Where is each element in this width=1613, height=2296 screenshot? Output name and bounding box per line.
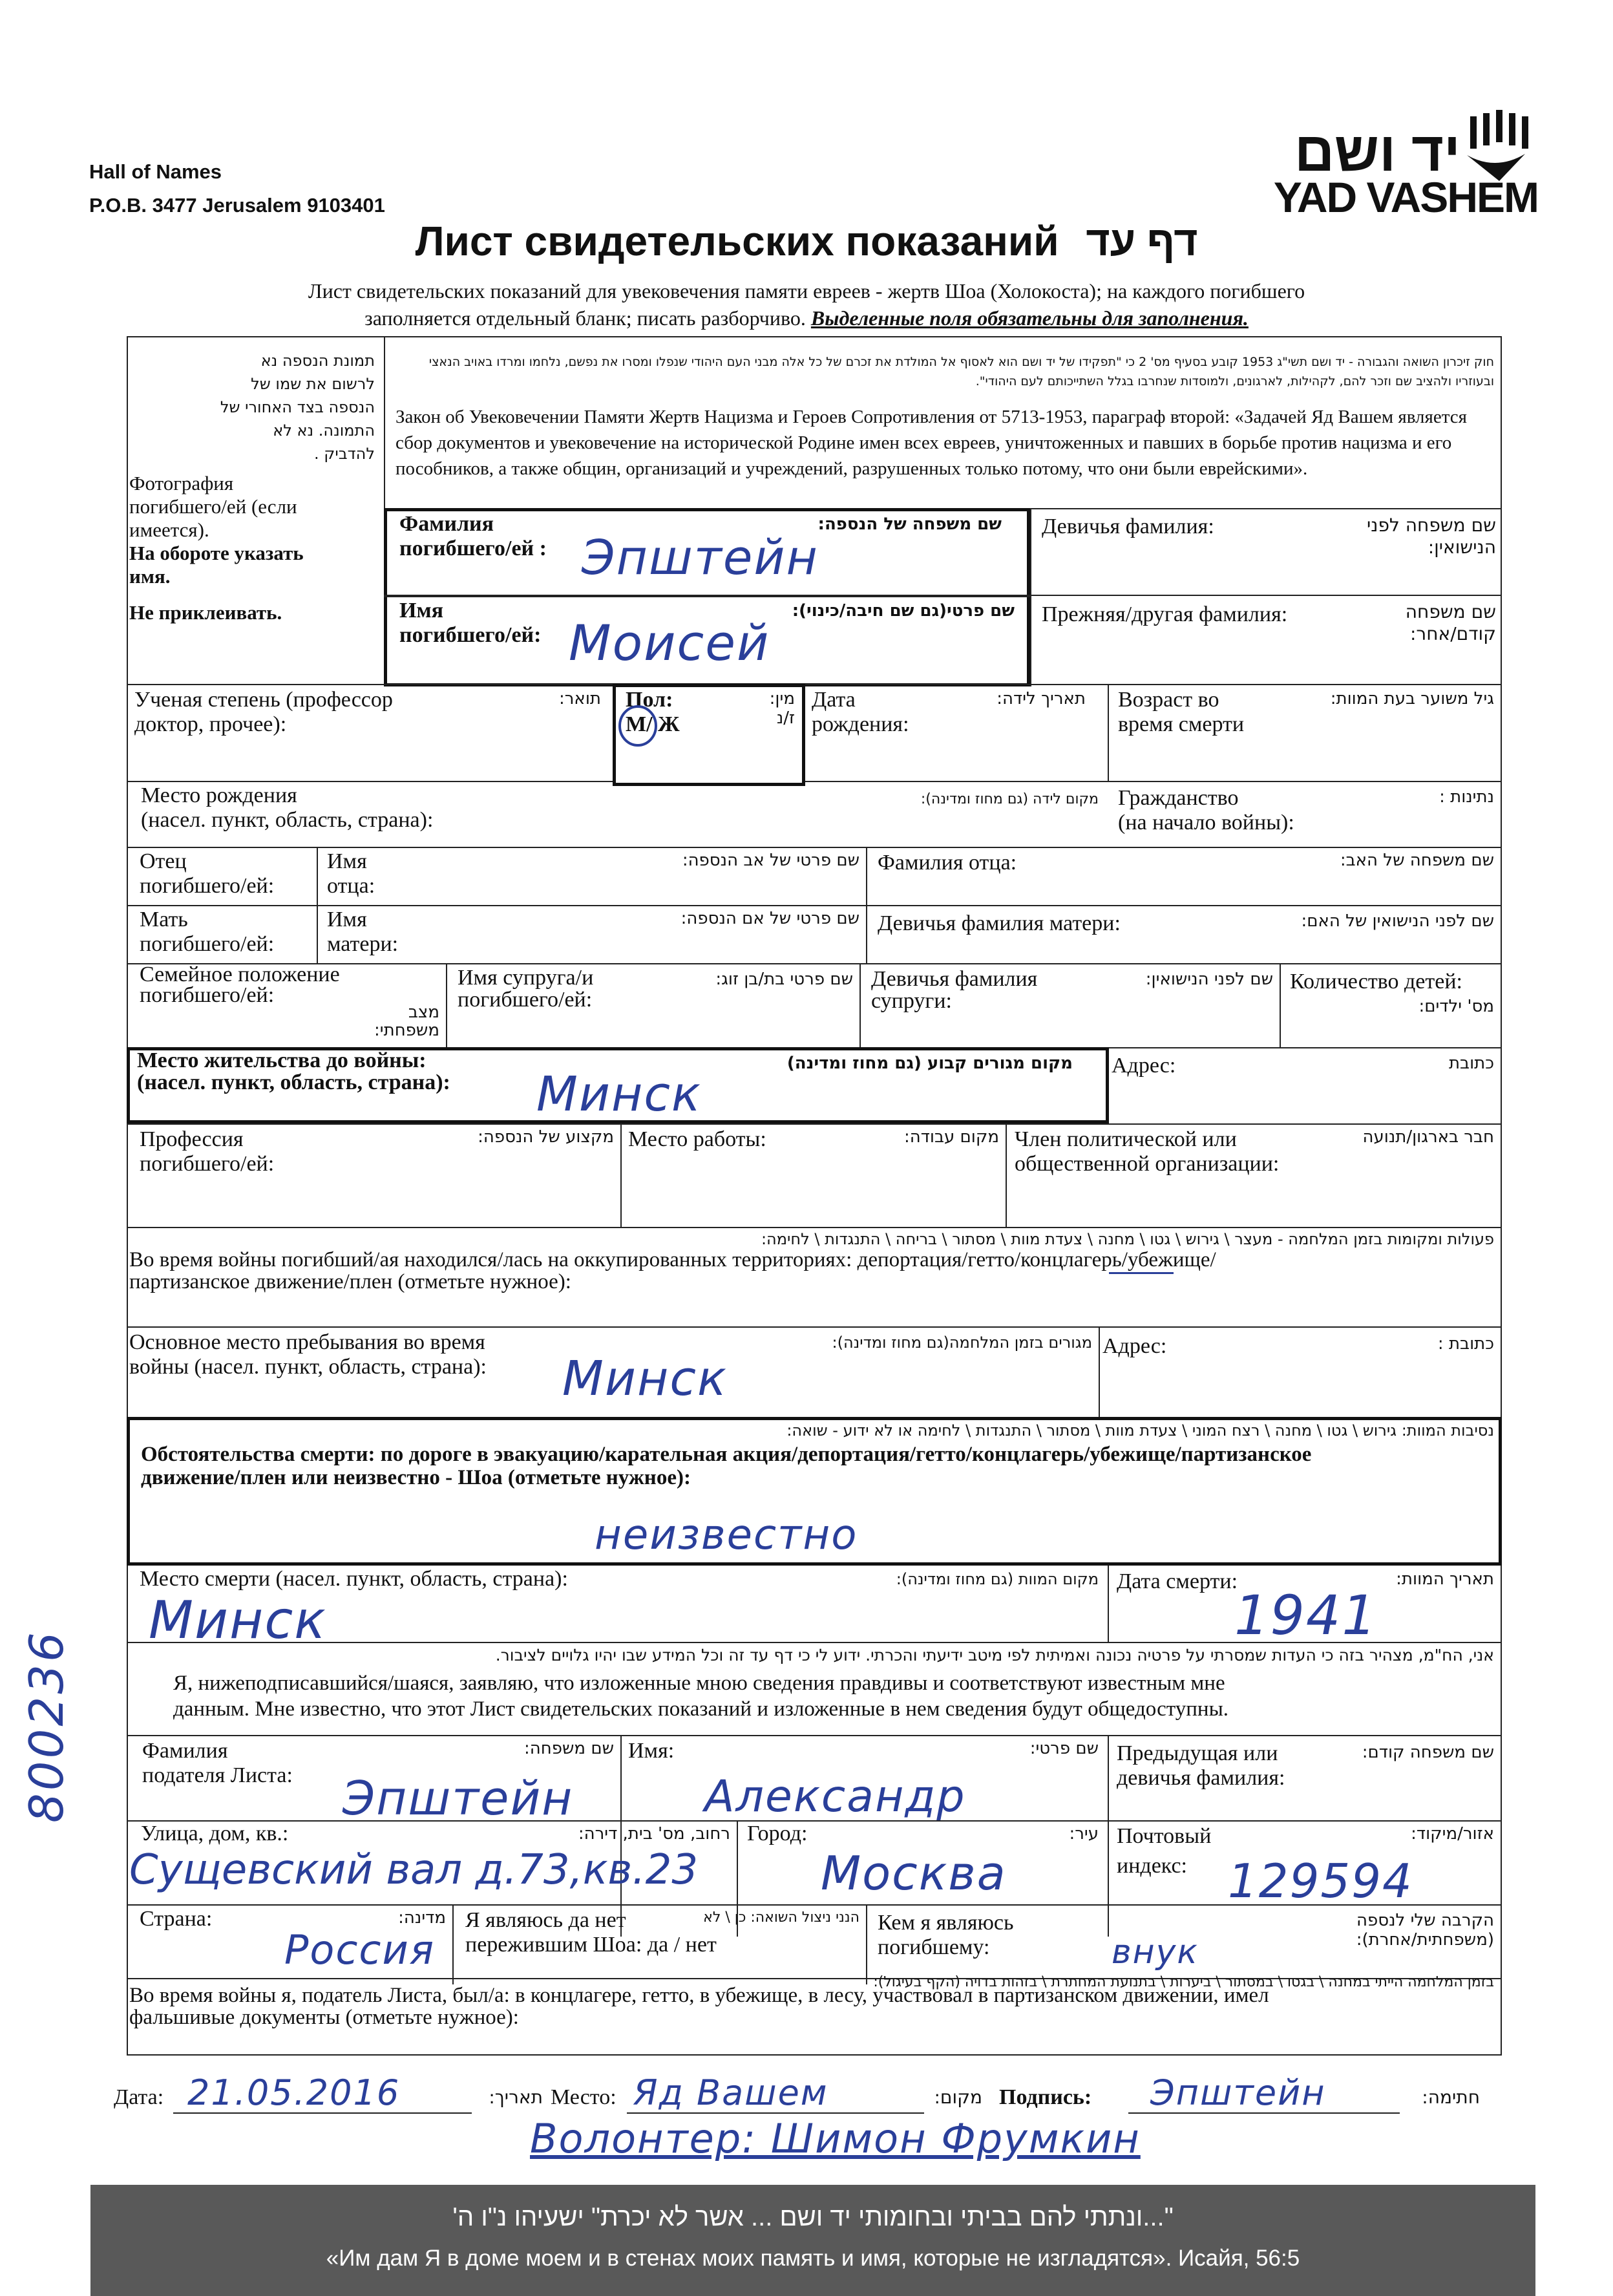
profession-label-hebrew: מקצוע של הנספה: [478, 1127, 614, 1147]
signature-label-hebrew: חתימה: [1422, 2087, 1480, 2108]
subtitle-line-2 [0, 306, 1613, 330]
zip-label: Почтовый индекс: [1117, 1824, 1212, 1878]
degree-label-hebrew: תואר: [559, 689, 601, 708]
maiden-name-label-hebrew: שם משפחה לפני הנישואין: [1366, 515, 1496, 558]
subtitle-line-1: Лист свидетельских показаний для увековечения памяти евреев - жертв Шоа (Холокоста); на каждого погибшего [308, 279, 1305, 303]
declaration-hebrew: אני, הח"מ, מצהיר בזה כי העדות שמסרתי על פרטיה נכונה ואמיתית לפי מיטב ידיעתי והכרתי. ידוע לי כי דף עד זה וכל המידע שבו יהיו גלויים לציבור. [495, 1646, 1494, 1664]
subtitle-emphasis: Выделенные поля обязательны для заполнения. [810, 306, 1249, 330]
death-circ-label: Обстоятельства смерти: по дороге в эвакуацию/карательная акция/депортация/гетто/концлагерь/убежище/партизанское движение/плен или неизвестно - Шоа (отметьте нужное): [141, 1443, 1312, 1489]
death-place-label-hebrew: מקום המוות (גם מחוז ומדינה): [896, 1570, 1099, 1588]
father-surname-label: Фамилия отца: [878, 851, 1017, 875]
children-count-label: Количество детей: [1290, 970, 1462, 994]
father-name-label: Имя отца: [327, 849, 375, 898]
sign-place-value[interactable]: Яд Вашем [633, 2072, 828, 2113]
photo-instructions-hebrew: תמונת הנספה נא לרשום את שמו של הנספה בצד האחורי של התמונה. נא לא להדביק . [220, 352, 375, 463]
wartime-place-value[interactable]: Минск [562, 1351, 728, 1407]
po-box-address: P.O.B. 3477 Jerusalem 9103401 [89, 194, 385, 217]
city-label: Город: [747, 1822, 808, 1845]
family-status-label-hebrew: מצב משפחתי: [374, 1003, 439, 1040]
spouse-maiden-label: Девичья фамилия супруги: [871, 967, 1038, 1013]
footer-hebrew: "...ונתתי להם בביתי ובחומותי יד ושם ... אשר לא יכרת" ישעיהו נ"ו ה' [452, 2203, 1174, 2231]
footer-russian: «Им дам Я в доме моем и в стенах моих память и имя, которые не изгладятся». Исайя, 56:5 [326, 2246, 1300, 2271]
birth-place-label-hebrew: מקום לידה (גם מחוז ומדינה): [920, 791, 1099, 807]
surname-label-hebrew: שם משפחה של הנספה: [817, 515, 1002, 534]
title-russian: Лист свидетельских показаний [415, 218, 1059, 264]
wartime-place-label: Основное место пребывания во время войны (насел. пункт, область, страна): [129, 1330, 487, 1379]
signature-label: Подпись: [999, 2085, 1092, 2109]
sign-place-label: Место: [551, 2085, 617, 2109]
residence-value[interactable]: Минск [536, 1067, 702, 1122]
signature-value[interactable]: Эпштейн [1150, 2072, 1326, 2113]
death-place-label: Место смерти (насел. пункт, область, страна): [140, 1567, 568, 1591]
first-name-value[interactable]: Моисей [569, 614, 770, 672]
country-value[interactable]: Россия [284, 1926, 436, 1973]
law-hebrew: חוק זיכרון השואה והגבורה - יד ושם תשי"ג 1953 קובע בסעיף מס' 2 כי "תפקידו של יד ושם הוא לאסוף אל המולדת את זכרם של כל אלה מבני העם היהודי שנפלו ומסרו את נפשם, נלחמו ומרדו באויב הנאצי ובעוזריו ולהציב שם וזכר להם, לקהילות, לארגונים, ולמוסדות שנחרבו בגלל השתייכותם לעם היהודי". [428, 355, 1494, 388]
prev-surname-label-hebrew: שם משפחה קודם/אחר: [1405, 601, 1496, 644]
zip-value[interactable]: 129594 [1228, 1854, 1413, 1908]
father-name-label-hebrew: שם פרטי של אב הנספה: [682, 851, 859, 870]
citizenship-label: Гражданство (на начало войны): [1118, 786, 1294, 834]
sex-label: Пол: М/ Ж [626, 688, 680, 736]
submitter-surname-value[interactable]: Эпштейн [343, 1771, 574, 1825]
organization-label: Член политической или общественной организации: [1015, 1127, 1280, 1176]
submitter-prev-surname-label: Предыдущая или девичья фамилия: [1117, 1741, 1285, 1790]
sign-date-label: Дата: [114, 2085, 164, 2109]
city-value[interactable]: Москва [821, 1846, 1007, 1900]
yad-vashem-logo [1267, 110, 1538, 226]
submitter-surname-label-hebrew: שם משפחה: [524, 1739, 614, 1758]
law-russian: Закон об Увековечении Памяти Жертв Нацизма и Героев Сопротивления от 5713-1953, параграф второй: «Задачей Яд Вашем является сбор документов и увековечение на исторической Родине имен всех евреев, уничтоженных и павших в борьбе против нацизма и его пособников, а также общин, организаций и учреждений, разрушенных только потому, что они были еврейскими». [395, 407, 1467, 479]
title-hebrew: דף עד [1086, 218, 1198, 264]
zip-label-hebrew: אזור/מיקוד: [1411, 1824, 1494, 1844]
photo-instructions: Фотография погибшего/ей (если имеется). На обороте указать имя. Не приклеивать. [129, 472, 304, 624]
relation-value[interactable]: внук [1112, 1933, 1199, 1972]
sign-date-label-hebrew: תאריך: [489, 2087, 543, 2108]
first-name-label-hebrew: שם פרטי(גם שם חיבה/כינוי): [792, 601, 1015, 621]
relation-label-hebrew: הקרבה שלי לנספה (משפחתית/אחרת): [1356, 1911, 1494, 1950]
volunteer-note: Волонтер: Шимон Фрумкин [530, 2115, 1141, 2162]
sex-selection-circle[interactable] [615, 703, 660, 749]
sex-label-hebrew: מין: ז/נ [769, 689, 795, 728]
submitter-name-value[interactable]: Александр [704, 1771, 966, 1822]
mother-label: Мать погибшего/ей: [140, 908, 275, 956]
degree-label: Ученая степень (профессор доктор, прочее): [134, 688, 393, 736]
spouse-name-label: Имя супруга/и погибшего/ей: [458, 966, 594, 1012]
survivor-label: Я являюсь да нет пережившим Шоа: да / нет [465, 1908, 717, 1957]
workplace-label-hebrew: מקום עבודה: [903, 1127, 999, 1147]
submitter-war-label: Во время войны я, податель Листа, был/а: в концлагере, гетто, в убежище, в лесу, участвовал в партизанском движении, имел фальшивые документы (отметьте нужное): [129, 1984, 1269, 2029]
spouse-maiden-label-hebrew: שם לפני הנישואין: [1145, 970, 1273, 989]
submitter-name-label: Имя: [628, 1739, 675, 1763]
first-name-label: Имя погибшего/ей: [399, 599, 542, 647]
profession-label: Профессия погибшего/ей: [140, 1127, 275, 1176]
mother-name-label-hebrew: שם פרטי של אם הנספה: [680, 909, 859, 928]
mother-name-label: Имя матери: [327, 908, 399, 956]
war-activity-label: Во время войны погибший/ая находился/лась на оккупированных территориях: депортация/гетто/концлагерь/убежище/ партизанское движение/плен (отметьте нужное): [129, 1248, 1216, 1293]
survivor-label-hebrew: הנני ניצול השואה: כן \ לא [703, 1909, 859, 1926]
country-label-hebrew: מדינה: [398, 1908, 446, 1928]
residence-label-hebrew: מקום מגורים קבוע (גם מחוז ומדינה) [786, 1054, 1073, 1073]
organization-label-hebrew: חבר בארגון/תנועה [1362, 1127, 1494, 1147]
relation-label: Кем я являюсь погибшему: [878, 1911, 1014, 1959]
footer-bar [90, 2185, 1535, 2296]
submitter-prev-surname-label-hebrew: שם משפחה קודם: [1362, 1743, 1494, 1762]
street-label-hebrew: רחוב, מס' בית, דירה: [578, 1824, 730, 1844]
surname-value[interactable]: Эпштейн [582, 530, 819, 586]
margin-record-number: 800236 [19, 1630, 74, 1823]
residence-label: Место жительства до войны: (насел. пункт, область, страна): [137, 1048, 450, 1094]
father-surname-label-hebrew: שם משפחה של האב: [1340, 851, 1494, 870]
death-date-label-hebrew: תאריך המוות: [1396, 1569, 1494, 1589]
logo-latin: YAD VASHEM [1273, 173, 1538, 221]
submitter-name-label-hebrew: שם פרטי: [1029, 1739, 1099, 1758]
citizenship-label-hebrew: נתינות : [1439, 787, 1494, 807]
city-label-hebrew: עיר: [1069, 1824, 1099, 1844]
children-count-label-hebrew: מס' ילדים: [1418, 997, 1494, 1016]
wartime-place-label-hebrew: מגורים בזמן המלחמה(גם מחוז ומדינה): [832, 1334, 1092, 1352]
sign-date-value[interactable]: 21.05.2016 [187, 2072, 401, 2113]
residence-address-label-hebrew: כתובת [1448, 1054, 1494, 1073]
birth-place-label: Место рождения (насел. пункт, область, страна): [141, 783, 434, 832]
hall-of-names: Hall of Names [89, 160, 222, 183]
mother-surname-label-hebrew: שם לפני הנישואין של האם: [1301, 911, 1494, 931]
death-circ-label-hebrew: נסיבות המוות: גירוש \ גטו \ מחנה \ רצח המוני \ צעדת מוות \ מסתור \ התנגדות \ לחימה או לא ידוע - שואה: [786, 1421, 1494, 1440]
wartime-address-label-hebrew: כתובת : [1437, 1334, 1494, 1354]
maiden-name-label: Девичья фамилия: [1042, 515, 1214, 538]
wartime-address-label: Адрес: [1102, 1334, 1167, 1358]
family-status-label: Семейное положение погибшего/ей: [140, 962, 340, 1007]
death-circ-value[interactable]: неизвестно [595, 1511, 858, 1559]
street-value[interactable]: Сущевский вал д.73,кв.23 [129, 1846, 699, 1894]
surname-label: Фамилия погибшего/ей : [399, 512, 547, 560]
submitter-war-label-hebrew: בזמן המלחמה הייתי במחנה \ בגטו \ במסתור \ ביערות \ בתנועת המחתרת \ בזהות בדויה (הקף בעיגול): [873, 1974, 1494, 1990]
death-place-value[interactable]: Минск [149, 1590, 327, 1650]
subtitle-plain: заполняется отдельный бланк; писать разборчиво. [364, 306, 806, 330]
death-date-label: Дата смерти: [1117, 1569, 1238, 1593]
workplace-label: Место работы: [628, 1127, 766, 1151]
ghetto-underline-mark[interactable] [1109, 1272, 1174, 1274]
spouse-name-label-hebrew: שם פרטי בת/בן זוג: [715, 970, 853, 989]
birth-date-label: Дата рождения: [812, 688, 909, 736]
sign-place-label-hebrew: מקום: [934, 2087, 982, 2108]
age-at-death-label-hebrew: גיל משוער בעת המוות: [1330, 689, 1494, 708]
declaration-text: Я, нижеподписавшийся/шаяся, заявляю, что изложенные мною сведения правдивы и соответствуют известным мне данным. Мне известно, что этот Лист свидетельских показаний и изложенные в нем сведения будут общедоступны. [173, 1672, 1229, 1721]
country-label: Страна: [140, 1907, 213, 1931]
war-activity-label-hebrew: פעולות ומקומות בזמן המלחמה - מעצר \ גירוש \ גטו \ מחנה \ צעדת מוות \ מסתור \ בריחה \ התנגדות \ לחימה: [761, 1230, 1494, 1248]
submitter-surname-label: Фамилия подателя Листа: [142, 1739, 293, 1787]
death-date-value[interactable]: 1941 [1234, 1584, 1378, 1647]
prev-surname-label: Прежняя/другая фамилия: [1042, 602, 1288, 626]
birth-date-label-hebrew: תאריך לידה: [996, 689, 1086, 708]
father-label: Отец погибшего/ей: [140, 849, 275, 898]
page-title [0, 217, 1613, 266]
residence-address-label: Адрес: [1112, 1054, 1176, 1078]
age-at-death-label: Возраст во время смерти [1118, 688, 1245, 736]
mother-surname-label: Девичья фамилия матери: [878, 911, 1121, 935]
logo-hebrew: יד ושם [1294, 121, 1460, 183]
street-label: Улица, дом, кв.: [141, 1822, 289, 1845]
